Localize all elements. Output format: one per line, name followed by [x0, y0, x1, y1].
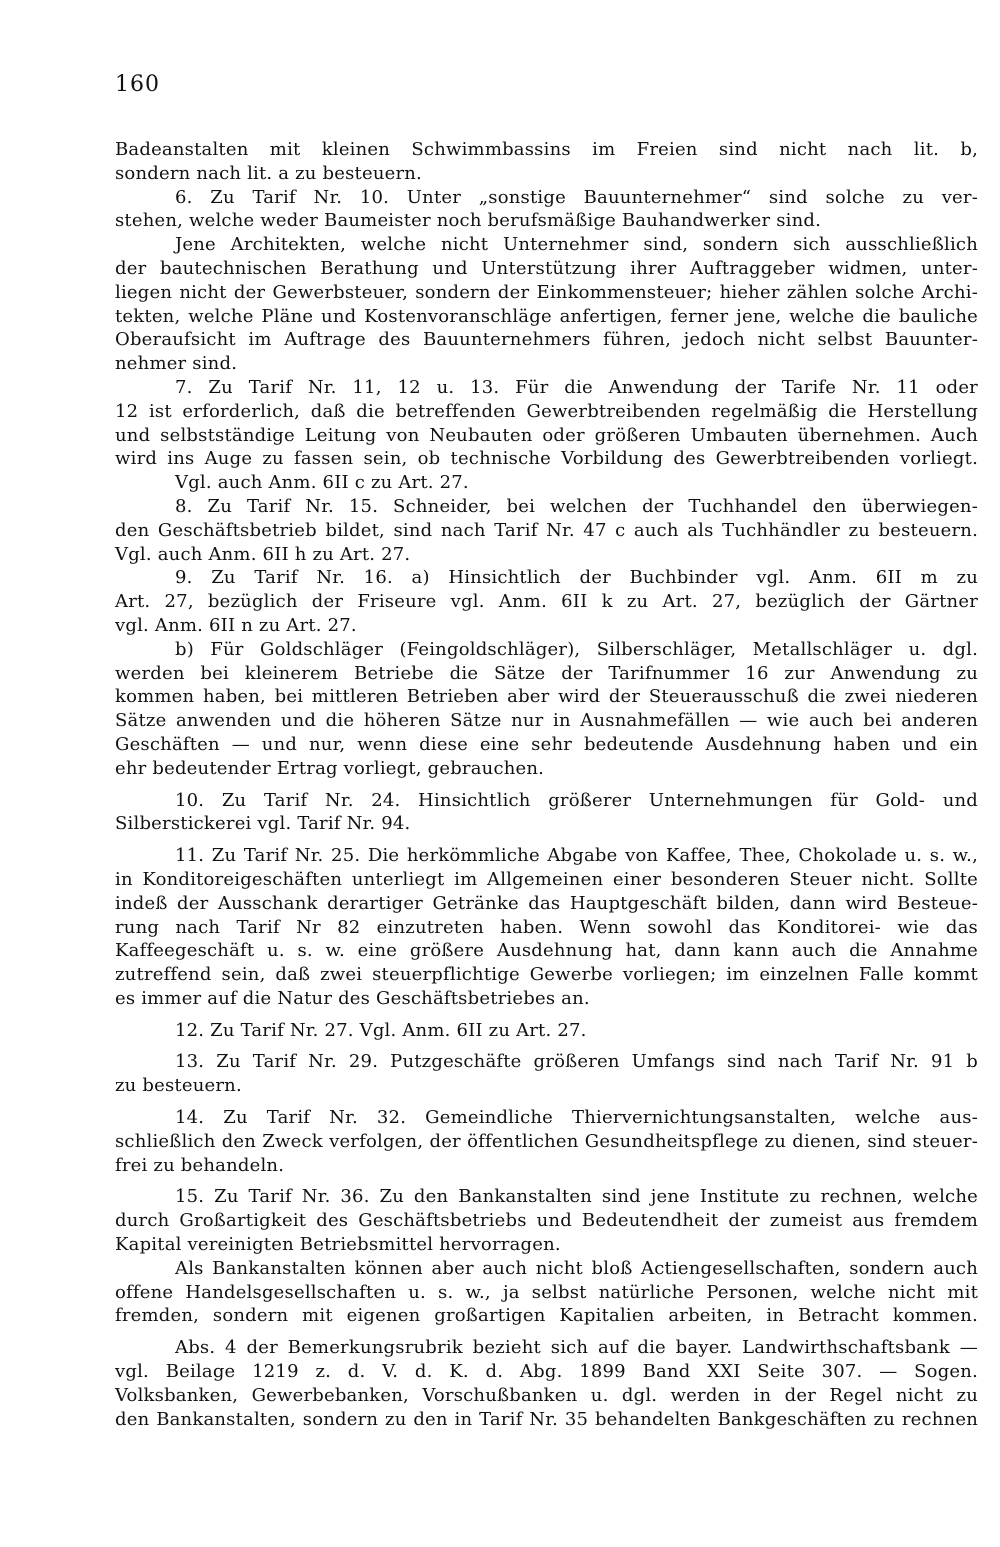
text-line: zu besteuern.	[115, 1075, 242, 1097]
text-line: schließlich den Zweck verfolgen, der öffentlichen Gesundheitspflege zu dienen, sind steuer-	[115, 1130, 978, 1152]
text-line: stehen, welche weder Baumeister noch berufsmäßige Bauhandwerker sind.	[115, 210, 822, 232]
text-line: Art. 27, bezüglich der Friseure vgl. Anm. 6II k zu Art. 27, bezüglich der Gärtner	[115, 591, 978, 613]
text-line: den Geschäftsbetrieb bildet, sind nach Tarif Nr. 47 c auch als Tuchhändler zu besteuern.	[115, 519, 978, 541]
text-line: Volksbanken, Gewerbebanken, Vorschußbanken u. dgl. werden in der Regel nicht zu	[115, 1384, 978, 1406]
text-line: in Konditoreigeschäften unterliegt im Allgemeinen einer besonderen Steuer nicht. Sollte	[115, 868, 978, 890]
text-line: 15. Zu Tarif Nr. 36. Zu den Bankanstalten sind jene Institute zu rechnen, welche	[175, 1186, 978, 1208]
text-line: Abs. 4 der Bemerkungsrubrik bezieht sich auf die bayer. Landwirthschaftsbank —	[175, 1337, 978, 1359]
text-line: Jene Architekten, welche nicht Unternehmer sind, sondern sich ausschließlich	[175, 234, 978, 256]
text-line: rung nach Tarif Nr 82 einzutreten haben. Wenn sowohl das Konditorei- wie das	[115, 916, 978, 938]
text-line: 12 ist erforderlich, daß die betreffenden Gewerbtreibenden regelmäßig die Herstellung	[115, 400, 978, 422]
text-line: und selbstständige Leitung von Neubauten oder größeren Umbauten übernehmen. Auch	[115, 424, 978, 446]
text-line: 12. Zu Tarif Nr. 27. Vgl. Anm. 6II zu Art. 27.	[175, 1019, 587, 1041]
text-line: b) Für Goldschläger (Feingoldschläger), Silberschläger, Metallschläger u. dgl.	[175, 638, 978, 660]
text-line: durch Großartigkeit des Geschäftsbetriebs und Bedeutendheit der zumeist aus fremdem	[115, 1210, 978, 1232]
text-line: Oberaufsicht im Auftrage des Bauunternehmers führen, jedoch nicht selbst Bauunter-	[115, 329, 978, 351]
text-line: den Bankanstalten, sondern zu den in Tarif Nr. 35 behandelten Bankgeschäften zu rechnen	[115, 1408, 978, 1430]
text-line: tekten, welche Pläne und Kostenvoranschläge anfertigen, ferner jene, welche die bauliche	[115, 305, 978, 327]
text-line: Kaffeegeschäft u. s. w. eine größere Ausdehnung hat, dann kann auch die Annahme	[115, 940, 978, 962]
text-line: wird ins Auge zu fassen sein, ob technische Vorbildung des Gewerbtreibenden vorliegt.	[115, 448, 978, 470]
text-line: 13. Zu Tarif Nr. 29. Putzgeschäfte größeren Umfangs sind nach Tarif Nr. 91 b	[175, 1051, 978, 1073]
text-line: Badeanstalten mit kleinen Schwimmbassins im Freien sind nicht nach lit. b,	[115, 139, 978, 160]
text-line: 11. Zu Tarif Nr. 25. Die herkömmliche Abgabe von Kaffee, Thee, Chokolade u. s. w.,	[175, 845, 978, 867]
text-line: Silberstickerei vgl. Tarif Nr. 94.	[115, 813, 411, 835]
text-line: fremden, sondern mit eigenen großartigen Kapitalien arbeiten, in Betracht kommen.	[115, 1305, 978, 1327]
text-line: Vgl. auch Anm. 6II c zu Art. 27.	[175, 472, 469, 494]
text-line: 6. Zu Tarif Nr. 10. Unter „sonstige Bauunternehmer“ sind solche zu ver-	[175, 186, 978, 208]
text-line: kommen haben, bei mittleren Betrieben aber wird der Steuerausschuß die zwei niederen	[115, 686, 978, 708]
text-line: Geschäften — und nur, wenn diese eine sehr bedeutende Ausdehnung haben und ein	[115, 733, 978, 755]
text-line: der bautechnischen Berathung und Unterstützung ihrer Auftraggeber widmen, unter-	[115, 257, 978, 279]
text-line: Sätze anwenden und die höheren Sätze nur in Ausnahmefällen — wie auch bei anderen	[115, 710, 978, 732]
text-line: frei zu behandeln.	[115, 1154, 285, 1176]
text-line: zutreffend sein, daß zwei steuerpflichtige Gewerbe vorliegen; im einzelnen Falle kommt	[115, 964, 978, 986]
text-line: indeß der Ausschank derartiger Getränke das Hauptgeschäft bilden, dann wird Besteue-	[115, 892, 978, 914]
text-line: 8. Zu Tarif Nr. 15. Schneider, bei welchen der Tuchhandel den überwiegen-	[175, 495, 978, 517]
text-line: liegen nicht der Gewerbsteuer, sondern der Einkommensteuer; hieher zählen solche Archi-	[115, 281, 978, 303]
text-line: vgl. Anm. 6II n zu Art. 27.	[115, 614, 357, 636]
text-line: Als Bankanstalten können aber auch nicht bloß Actiengesellschaften, sondern auch	[175, 1257, 978, 1279]
text-line: 10. Zu Tarif Nr. 24. Hinsichtlich größerer Unternehmungen für Gold- und	[175, 789, 978, 811]
text-line: 9. Zu Tarif Nr. 16. a) Hinsichtlich der Buchbinder vgl. Anm. 6II m zu	[175, 567, 978, 589]
text-line: Kapital vereinigten Betriebsmittel hervorragen.	[115, 1234, 561, 1256]
body-text	[115, 138, 978, 1431]
text-line: 14. Zu Tarif Nr. 32. Gemeindliche Thiervernichtungsanstalten, welche aus-	[175, 1107, 978, 1129]
text-line: sondern nach lit. a zu besteuern.	[115, 162, 422, 184]
text-line: 7. Zu Tarif Nr. 11, 12 u. 13. Für die Anwendung der Tarife Nr. 11 oder	[175, 376, 978, 398]
text-line: vgl. Beilage 1219 z. d. V. d. K. d. Abg. 1899 Band XXI Seite 307. — Sogen.	[115, 1361, 978, 1383]
text-line: es immer auf die Natur des Geschäftsbetriebes an.	[115, 987, 590, 1009]
text-line: Vgl. auch Anm. 6II h zu Art. 27.	[115, 543, 411, 565]
text-line: offene Handelsgesellschaften u. s. w., ja selbst natürliche Personen, welche nicht mit	[115, 1281, 978, 1303]
text-line: nehmer sind.	[115, 353, 238, 375]
text-line: ehr bedeutender Ertrag vorliegt, gebrauchen.	[115, 757, 545, 779]
text-line: werden bei kleinerem Betriebe die Sätze der Tarifnummer 16 zur Anwendung zu	[115, 662, 978, 684]
page-number: 160	[115, 72, 160, 97]
